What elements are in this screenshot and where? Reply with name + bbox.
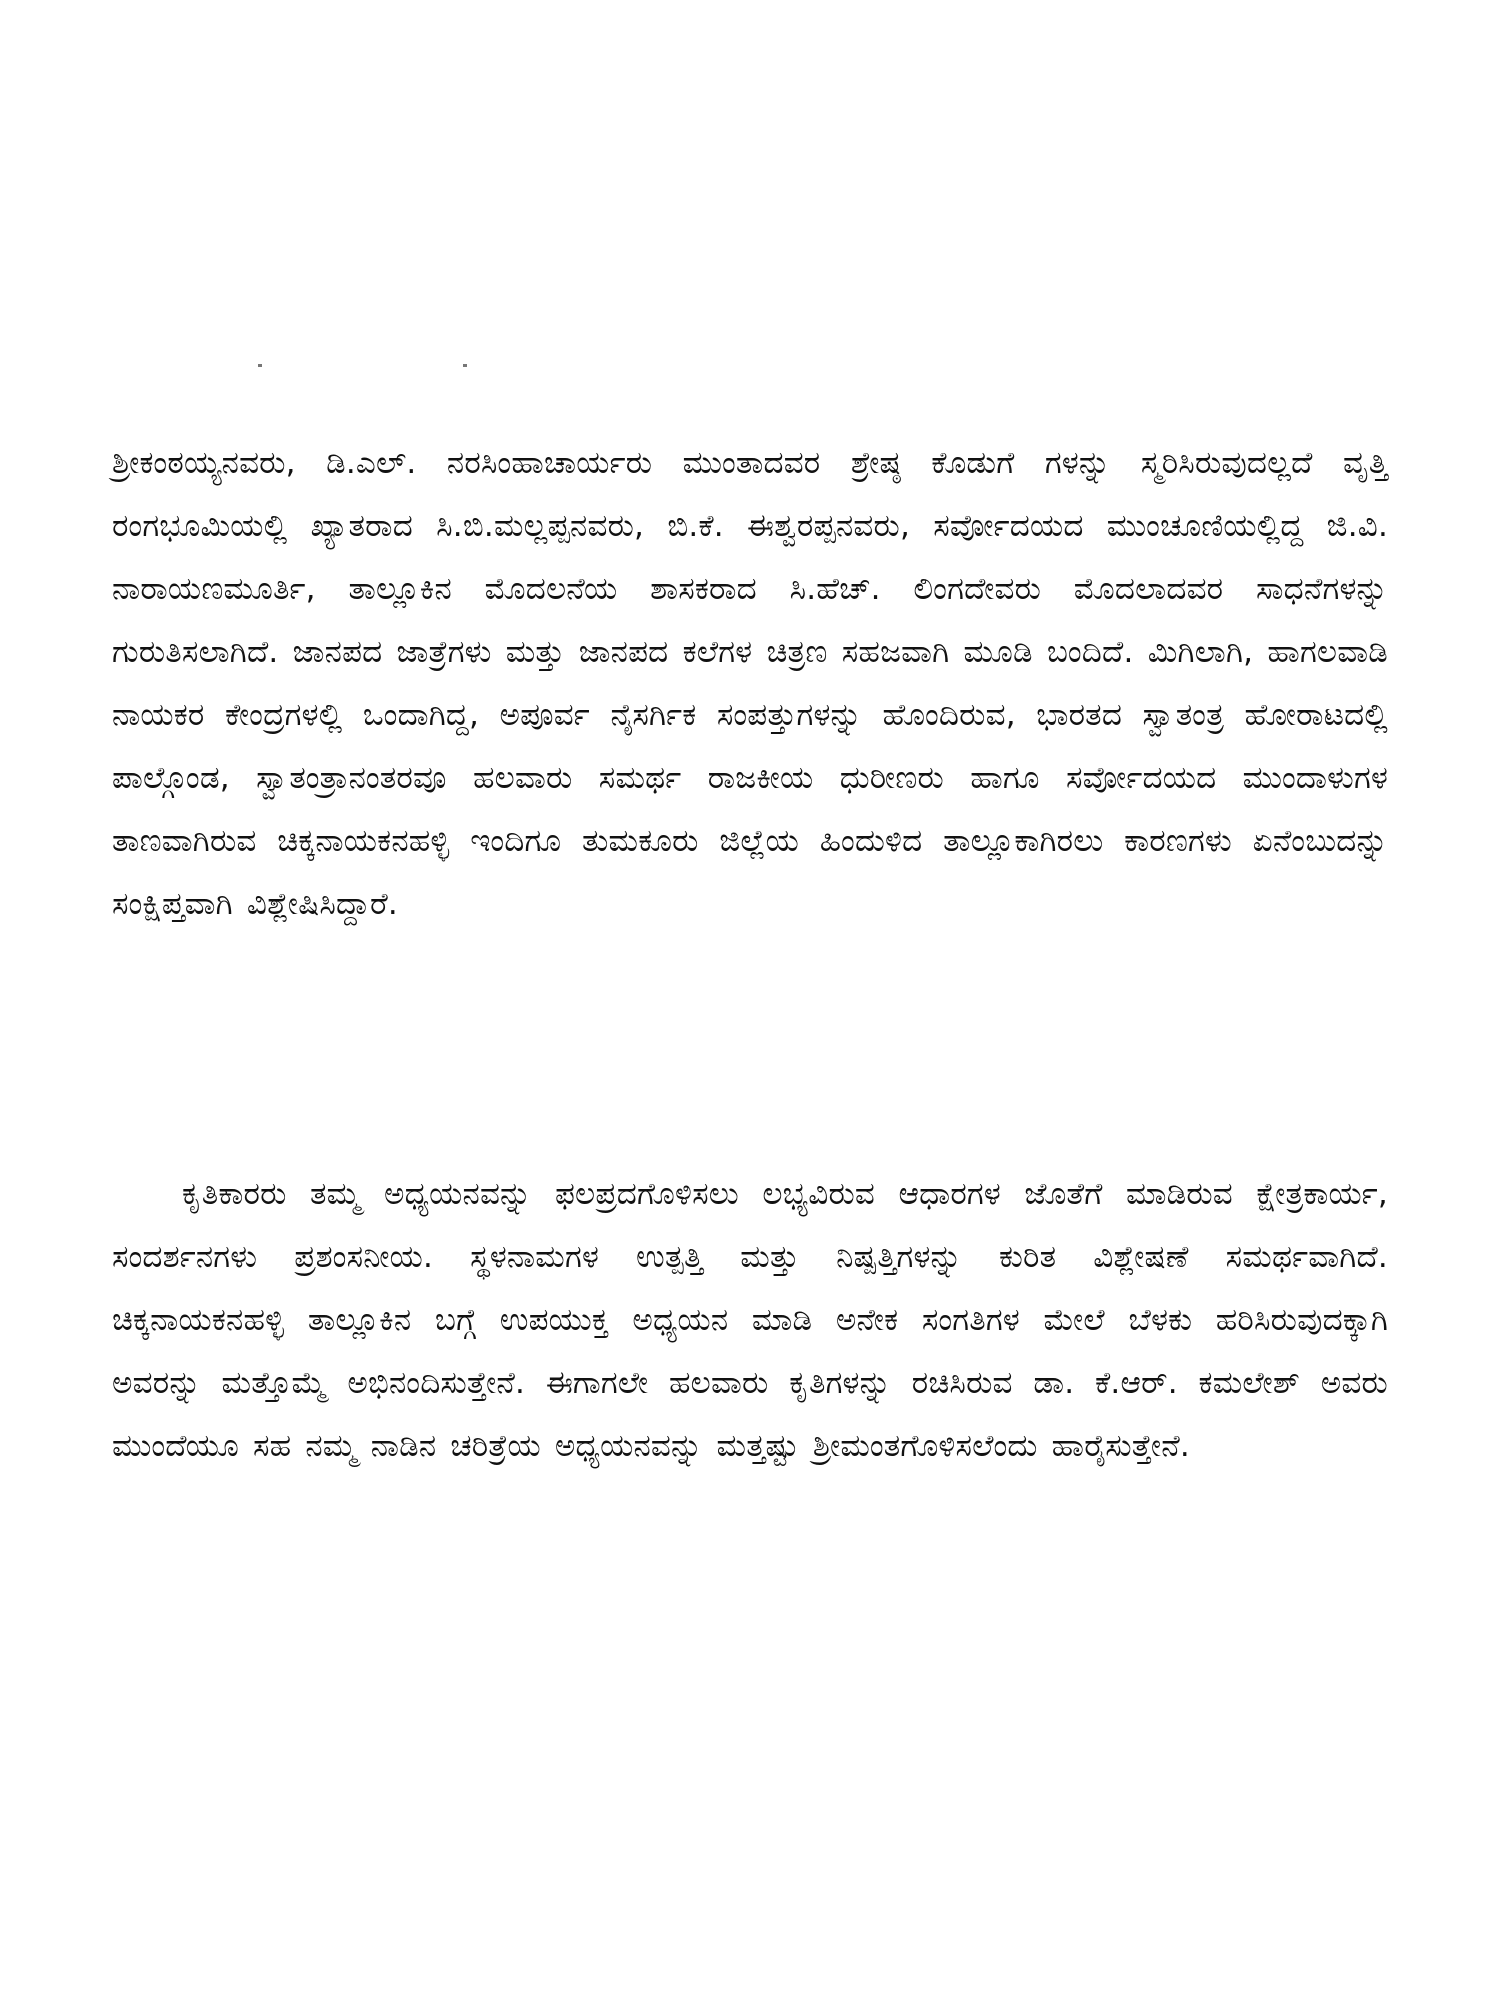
scan-artifact-mark xyxy=(463,364,467,367)
scan-artifact-mark xyxy=(258,364,262,367)
body-text-block-1 xyxy=(112,432,1388,936)
paragraph-1: ಶ್ರೀಕಂಠಯ್ಯನವರು, ಡಿ.ಎಲ್. ನರಸಿಂಹಾಚಾರ್ಯರು ಮುಂತಾದವರ ಶ್ರೇಷ್ಠ ಕೊಡುಗೆ ಗಳನ್ನು ಸ್ಮರಿಸಿರುವುದಲ್ಲದೆ ವೃತ್ತಿ ರಂಗಭೂಮಿಯಲ್ಲಿ ಖ್ಯಾತರಾದ ಸಿ.ಬಿ.ಮಲ್ಲಪ್ಪನವರು, ಬಿ.ಕೆ. ಈಶ್ವರಪ್ಪನವರು, ಸರ್ವೋದಯದ ಮುಂಚೂಣಿಯಲ್ಲಿದ್ದ ಜಿ.ವಿ. ನಾರಾಯಣಮೂರ್ತಿ, ತಾಲ್ಲೂಕಿನ ಮೊದಲನೆಯ ಶಾಸಕರಾದ ಸಿ.ಹೆಚ್. ಲಿಂಗದೇವರು ಮೊದಲಾದವರ ಸಾಧನೆಗಳನ್ನು ಗುರುತಿಸಲಾಗಿದೆ. ಜಾನಪದ ಜಾತ್ರೆಗಳು ಮತ್ತು ಜಾನಪದ ಕಲೆಗಳ ಚಿತ್ರಣ ಸಹಜವಾಗಿ ಮೂಡಿ ಬಂದಿದೆ. ಮಿಗಿಲಾಗಿ, ಹಾಗಲವಾಡಿ ನಾಯಕರ ಕೇಂದ್ರಗಳಲ್ಲಿ ಒಂದಾಗಿದ್ದ, ಅಪೂರ್ವ ನೈಸರ್ಗಿಕ ಸಂಪತ್ತುಗಳನ್ನು ಹೊಂದಿರುವ, ಭಾರತದ ಸ್ವಾತಂತ್ರ ಹೋರಾಟದಲ್ಲಿ ಪಾಲ್ಗೊಂಡ, ಸ್ವಾತಂತ್ರಾನಂತರವೂ ಹಲವಾರು ಸಮರ್ಥ ರಾಜಕೀಯ ಧುರೀಣರು ಹಾಗೂ ಸರ್ವೋದಯದ ಮುಂದಾಳುಗಳ ತಾಣವಾಗಿರುವ ಚಿಕ್ಕನಾಯಕನಹಳ್ಳಿ ಇಂದಿಗೂ ತುಮಕೂರು ಜಿಲ್ಲೆಯ ಹಿಂದುಳಿದ ತಾಲ್ಲೂಕಾಗಿರಲು ಕಾರಣಗಳು ಏನೆಂಬುದನ್ನು ಸಂಕ್ಷಿಪ್ತವಾಗಿ ವಿಶ್ಲೇಷಿಸಿದ್ದಾರೆ. xyxy=(112,445,1388,922)
paragraph-2: ಕೃತಿಕಾರರು ತಮ್ಮ ಅಧ್ಯಯನವನ್ನು ಫಲಪ್ರದಗೊಳಿಸಲು ಲಭ್ಯವಿರುವ ಆಧಾರಗಳ ಜೊತೆಗೆ ಮಾಡಿರುವ ಕ್ಷೇತ್ರಕಾರ್ಯ, ಸಂದರ್ಶನಗಳು ಪ್ರಶಂಸನೀಯ. ಸ್ಥಳನಾಮಗಳ ಉತ್ಪತ್ತಿ ಮತ್ತು ನಿಷ್ಪತ್ತಿಗಳನ್ನು ಕುರಿತ ವಿಶ್ಲೇಷಣೆ ಸಮರ್ಥವಾಗಿದೆ. ಚಿಕ್ಕನಾಯಕನಹಳ್ಳಿ ತಾಲ್ಲೂಕಿನ ಬಗ್ಗೆ ಉಪಯುಕ್ತ ಅಧ್ಯಯನ ಮಾಡಿ ಅನೇಕ ಸಂಗತಿಗಳ ಮೇಲೆ ಬೆಳಕು ಹರಿಸಿರುವುದಕ್ಕಾಗಿ ಅವರನ್ನು ಮತ್ತೊಮ್ಮೆ ಅಭಿನಂದಿಸುತ್ತೇನೆ. ಈಗಾಗಲೇ ಹಲವಾರು ಕೃತಿಗಳನ್ನು ರಚಿಸಿರುವ ಡಾ. ಕೆ.ಆರ್. ಕಮಲೇಶ್ ಅವರು ಮುಂದೆಯೂ ಸಹ ನಮ್ಮ ನಾಡಿನ ಚರಿತ್ರೆಯ ಅಧ್ಯಯನವನ್ನು ಮತ್ತಷ್ಟು ಶ್ರೀಮಂತಗೊಳಿಸಲೆಂದು ಹಾರೈಸುತ್ತೇನೆ. xyxy=(112,1176,1388,1464)
body-text-block-2 xyxy=(112,1163,1388,1478)
